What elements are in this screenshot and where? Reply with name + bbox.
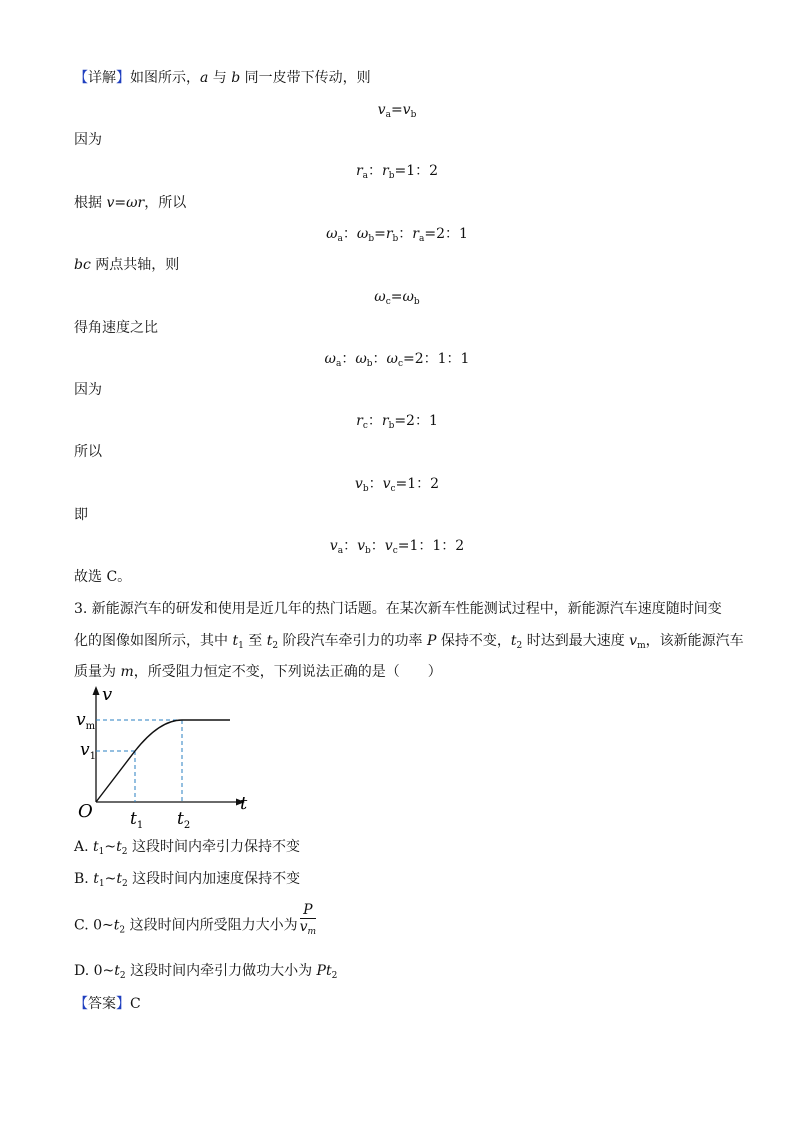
bracket-close: 】 xyxy=(116,70,130,86)
y-axis-arrow xyxy=(93,686,100,695)
step-namely: 即 xyxy=(74,507,88,523)
y-axis-label: v xyxy=(102,684,113,705)
equation-1: $v_a=v_b$ xyxy=(377,102,417,120)
step-ratio: 得角速度之比 xyxy=(74,320,158,336)
step-because-1: 因为 xyxy=(74,132,102,148)
velocity-curve xyxy=(96,720,230,802)
x-axis-label: t xyxy=(240,793,248,814)
origin-label: O xyxy=(78,801,93,822)
equation-2: $r_a$：$r_b=1$：2 xyxy=(355,163,439,181)
option-b: B. $t_1\sim t_2$ 这段时间内加速度保持不变 xyxy=(74,871,301,889)
answer-value: C xyxy=(130,996,141,1012)
bracket-open: 【 xyxy=(74,70,88,86)
equation-4: $\omega_c=\omega_b$ xyxy=(374,289,420,307)
detail-intro: 【详解】如图所示，a 与 b 同一皮带下传动，则 xyxy=(74,70,371,86)
equation-5: $\omega_a$：$\omega_b$：$\omega_c=2$：1：1 xyxy=(324,351,470,369)
step-coaxial: bc 两点共轴，则 xyxy=(74,257,180,273)
step-so: 所以 xyxy=(74,444,102,460)
t1-label: $t_1$ xyxy=(130,809,144,831)
equation-7: $v_b$：$v_c=1$：2 xyxy=(354,476,440,494)
option-a: A. $t_1\sim t_2$ 这段时间内牵引力保持不变 xyxy=(74,839,300,857)
question-line-1: 3. 新能源汽车的研发和使用是近几年的热门话题。在某次新车性能测试过程中，新能源汽车速度随时间变 xyxy=(74,601,722,617)
question-line-3: 质量为 m，所受阻力恒定不变，下列说法正确的是（ ） xyxy=(74,664,442,680)
option-d: D. $0\sim t_2$ 这段时间内牵引力做功大小为 $Pt_2$ xyxy=(74,963,338,981)
option-c: C. $0\sim t_2$ 这段时间内所受阻力大小为 $\frac{P}{v_m}$ xyxy=(74,902,317,937)
answer-bracket-open: 【 xyxy=(74,996,88,1012)
question-line-2: 化的图像如图所示，其中 $t_1$ 至 $t_2$ 阶段汽车牵引力的功率 P 保持不变，$t_2$ 时达到最大速度 $v_m$，该新能源汽车 xyxy=(74,633,744,651)
step-because-2: 因为 xyxy=(74,382,102,398)
step-conclusion: 故选 C。 xyxy=(74,569,132,585)
equation-8: $v_a$：$v_b$：$v_c=1$：1：2 xyxy=(329,538,465,556)
answer-bracket-close: 】 xyxy=(116,996,130,1012)
step-according: 根据 v=ωr，所以 xyxy=(74,195,187,211)
equation-6: $r_c$：$r_b=2$：1 xyxy=(356,413,438,431)
detail-label: 详解 xyxy=(88,70,116,86)
answer-label: 答案 xyxy=(88,996,116,1012)
velocity-time-graph xyxy=(72,684,262,834)
v1-label: $v_1$ xyxy=(80,740,96,762)
vm-label: $v_m$ xyxy=(76,710,96,732)
t2-label: $t_2$ xyxy=(177,809,191,831)
equation-3: $\omega_a$：$\omega_b=r_b$：$r_a=2$：1 xyxy=(326,226,468,244)
answer-line xyxy=(74,995,141,1013)
fraction-p-over-vm: $\frac{P}{v_m}$ xyxy=(299,902,317,937)
